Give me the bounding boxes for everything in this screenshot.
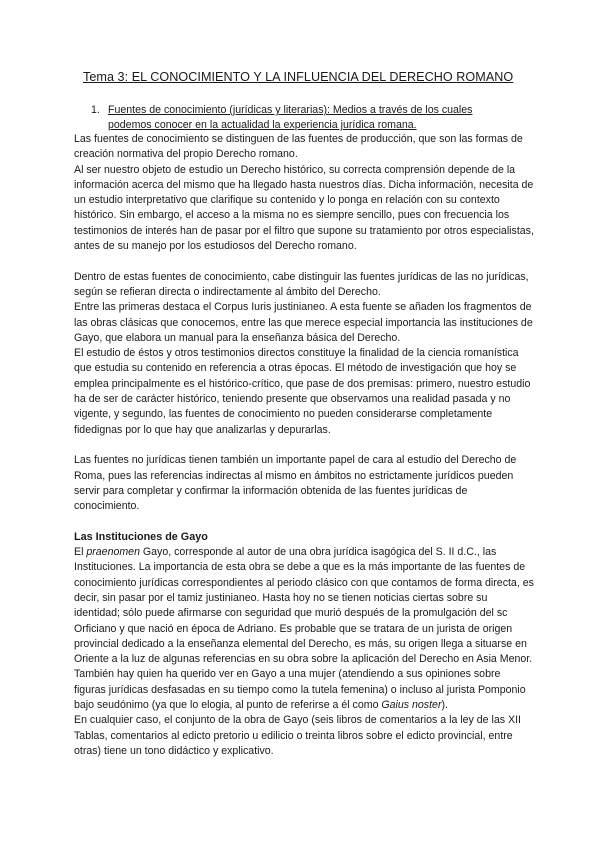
paragraph: Dentro de estas fuentes de conocimiento, cabe distinguir las fuentes jurídicas de las no jurídicas, según se refieran directa o indirectamente al ámbito del Derecho.	[74, 270, 529, 298]
paragraph-spacer	[74, 514, 534, 529]
paragraph	[74, 545, 534, 667]
paragraph: Las fuentes de conocimiento se distinguen de las fuentes de producción, que son las formas de creación normativa del propio Derecho romano.	[74, 133, 523, 161]
list-item-text: Fuentes de conocimiento (jurídicas y literarias): Medios a través de los cuales podemos conocer en la actualidad la experiencia jurídica romana.	[108, 104, 473, 131]
paragraph-spacer	[74, 254, 534, 269]
italic-term: praenomen	[86, 546, 140, 559]
text-run: El	[74, 546, 87, 559]
document-body	[74, 132, 534, 759]
paragraph: Al ser nuestro objeto de estudio un Derecho histórico, su correcta comprensión depende de la información acerca del mismo que ha llegado hasta nuestros días. Dicha información, necesita de un estudio interpretativo que clarifique su contenido y lo ponga en relación con su contexto histórico. Sin embargo, el acceso a la misma no es siempre sencillo, pues con frecuencia los testimonios de interés han de pasar por el filtro que supone su tratamiento por otros especialistas, antes de su manejo por los estudiosos del Derecho romano.	[74, 163, 534, 253]
paragraph-spacer	[74, 438, 534, 453]
document-title: Tema 3: EL CONOCIMIENTO Y LA INFLUENCIA DEL DERECHO ROMANO	[83, 70, 514, 84]
list-number: 1.	[91, 104, 100, 116]
section-heading: Las Instituciones de Gayo	[74, 530, 208, 543]
text-run: ).	[441, 698, 448, 711]
paragraph: El estudio de éstos y otros testimonios directos constituye la finalidad de la ciencia romanística que estudia su contenido en referencia a otras épocas. El método de investigación que hoy se emplea principalmente es el histórico-crítico, que pase de dos premisas: primero, nuestro estudio ha de ser de carácter histórico, teniendo presente que observamos una realidad pasada y no vigente, y segundo, las fuentes de conocimiento no pueden considerarse completamente fidedignas por lo que hay que analizarlas y depurarlas.	[74, 347, 531, 436]
italic-term: Gaius noster	[381, 698, 442, 711]
paragraph: Entre las primeras destaca el Corpus Iuris justinianeo. A esta fuente se añaden los fragmentos de las obras clásicas que conocemos, entre las que merece especial importancia las instituciones de Gayo, que elabora un manual para la enseñanza básica del Derecho.	[74, 301, 533, 344]
paragraph: Las fuentes no jurídicas tienen también un importante papel de cara al estudio del Derecho de Roma, pues las referencias indirectas al mismo en ámbitos no estrictamente jurídicos pueden servir para completar y confirmar la información obtenida de las fuentes jurídicas de conocimiento.	[74, 454, 517, 513]
text-run: También hay quien ha querido ver en Gayo a una mujer (atendiendo a sus opiniones sobre figuras jurídicas desfasadas en su tiempo como la tutela femenina) o incluso al jurista Pomponio bajo seudónimo (ya que lo elogia, al punto de referirse a él como	[74, 668, 526, 711]
text-run: Gayo, corresponde al autor de una obra jurídica isagógica del S. II d.C., las Instituciones. La importancia de esta obra se debe a que es la más importante de las fuentes de conocimiento jurídicas correspondientes al periodo clásico con que contamos de forma directa, es decir, sin pasar por el tamiz justinianeo. Hasta hoy no se tienen noticias ciertas sobre su identidad; sólo puede afirmarse con seguridad que murió después de la promulgación del sc Orficiano y que nació en época de Adriano. Es probable que se tratara de un jurista de origen provincial dedicado a la enseñanza elemental del Derecho, es más, su origen llega a situarse en Oriente a la luz de algunas referencias en su obra sobre la aplicación del Derecho en Asia Menor.	[74, 546, 534, 666]
paragraph	[74, 667, 534, 713]
paragraph: En cualquier caso, el conjunto de la obra de Gayo (seis libros de comentarios a la ley de las XII Tablas, comentarios al edicto pretorio u edilicio o treinta libros sobre el edicto provincial, entre otras) tiene un tono didáctico y explicativo.	[74, 714, 521, 757]
